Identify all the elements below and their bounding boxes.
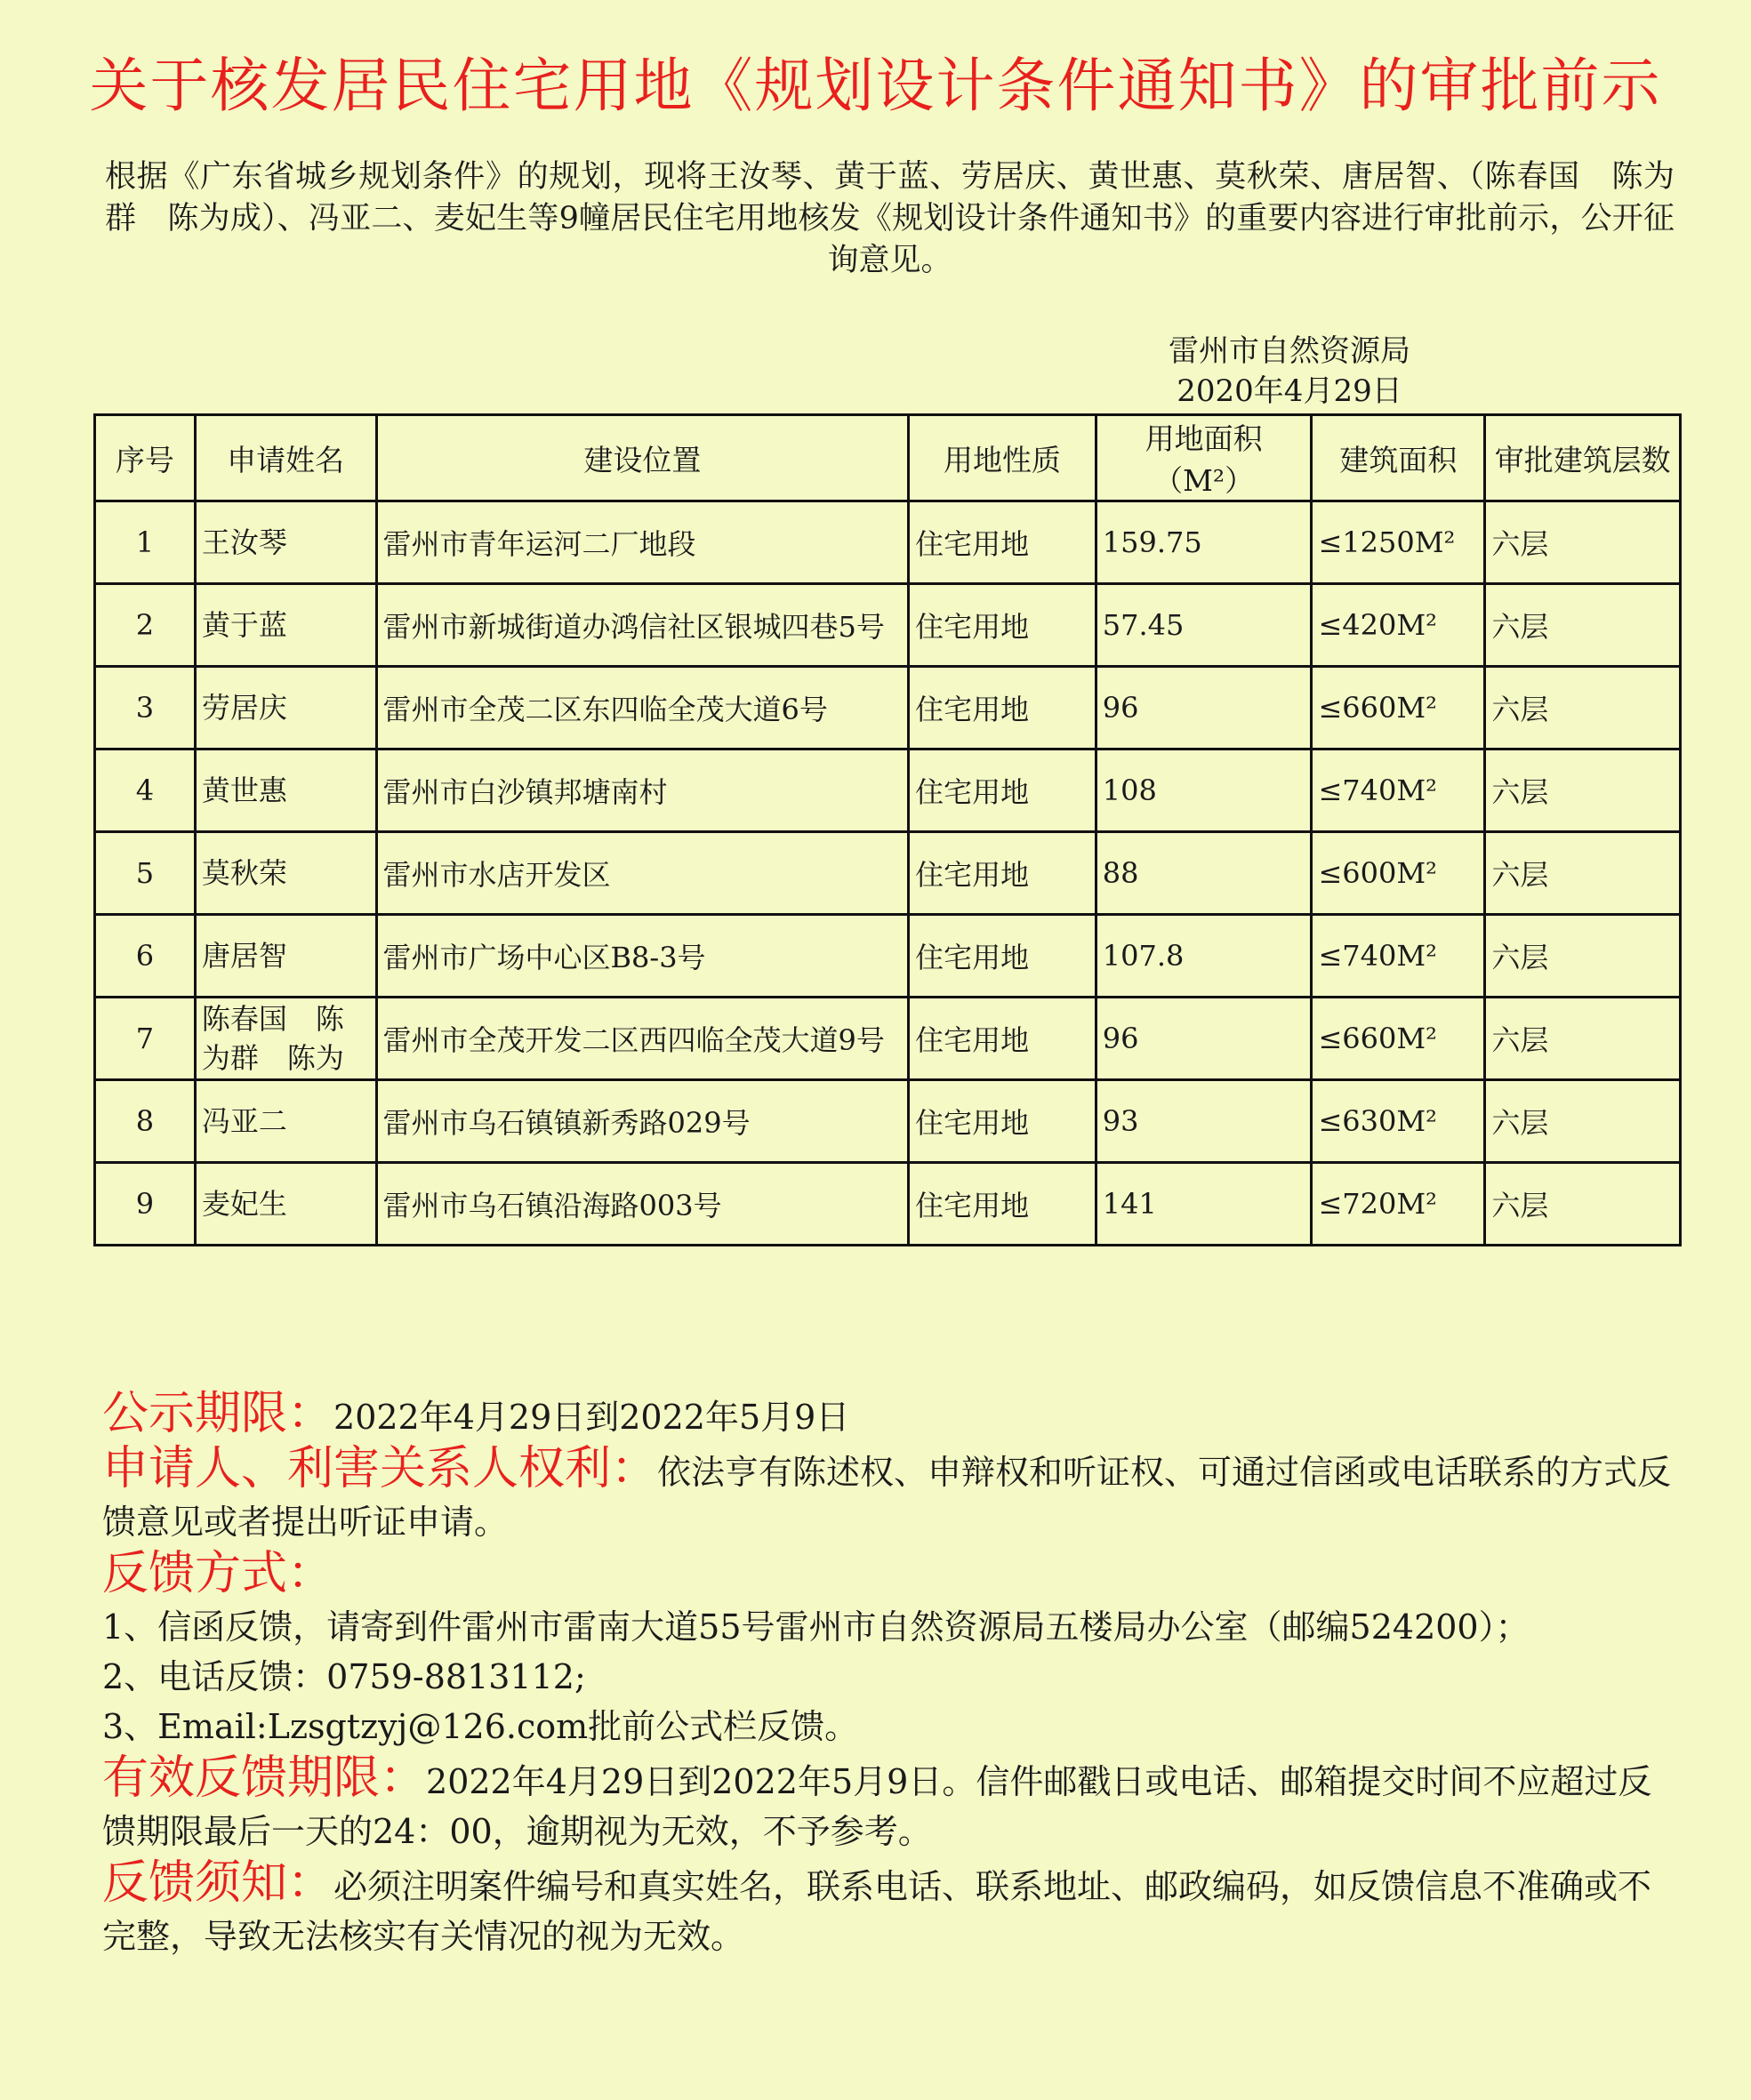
permit-table-body [95, 501, 1681, 1246]
cell-land-area: 88 [1096, 832, 1312, 915]
feedback-item-1: 1、信函反馈，请寄到件雷州市雷南大道55号雷州市自然资源局五楼局办公室（邮编524200）； [102, 1607, 1530, 1647]
cell-floors: 六层 [1485, 584, 1681, 667]
cell-location: 雷州市水店开发区 [376, 832, 909, 915]
cell-land-area: 159.75 [1096, 501, 1312, 584]
cell-land-area: 107.8 [1096, 915, 1312, 998]
cell-no: 4 [95, 749, 196, 832]
cell-build-area: ≤740M² [1312, 915, 1485, 998]
notice-notes [102, 1856, 1685, 1961]
cell-build-area: ≤420M² [1312, 584, 1485, 667]
cell-location: 雷州市乌石镇沿海路003号 [376, 1163, 909, 1246]
cell-floors: 六层 [1485, 667, 1681, 749]
period-label: 公示期限： [102, 1387, 334, 1440]
cell-land-area: 96 [1096, 667, 1312, 749]
cell-land-area: 93 [1096, 1080, 1312, 1163]
cell-land-use: 住宅用地 [909, 501, 1096, 584]
cell-land-use: 住宅用地 [909, 1163, 1096, 1246]
cell-no: 5 [95, 832, 196, 915]
header-name: 申请姓名 [195, 415, 376, 501]
cell-land-area: 96 [1096, 998, 1312, 1080]
issuer-org: 雷州市自然资源局 [1169, 333, 1410, 369]
cell-floors: 六层 [1485, 1163, 1681, 1246]
cell-no: 8 [95, 1080, 196, 1163]
notes-text: 必须注明案件编号和真实姓名，联系电话、联系地址、邮政编码，如反馈信息不准确或不完整，导致无法核实有关情况的视为无效。 [102, 1867, 1652, 1956]
table-row [95, 749, 1681, 832]
cell-name: 冯亚二 [195, 1080, 376, 1163]
cell-floors: 六层 [1485, 998, 1681, 1080]
cell-location: 雷州市青年运河二厂地段 [376, 501, 909, 584]
intro-paragraph: 根据《广东省城乡规划条件》的规划，现将王汝琴、黄于蓝、劳居庆、黄世惠、莫秋荣、唐居智、（陈春国 陈为群 陈为成）、冯亚二、麦妃生等9幢居民住宅用地核发《规划设计条件通知书》的重要内容进行审批前示，公开征询意见。 [105, 159, 1675, 278]
cell-build-area: ≤720M² [1312, 1163, 1485, 1246]
header-build-area: 建筑面积 [1312, 415, 1485, 501]
notice-feedback-heading [102, 1547, 1685, 1602]
cell-land-area: 108 [1096, 749, 1312, 832]
feedback-label: 反馈方式： [102, 1547, 334, 1600]
header-land-use: 用地性质 [909, 415, 1096, 501]
cell-name: 唐居智 [195, 915, 376, 998]
cell-build-area: ≤630M² [1312, 1080, 1485, 1163]
notes-label: 反馈须知： [102, 1856, 334, 1910]
cell-build-area: ≤740M² [1312, 749, 1485, 832]
cell-no: 2 [95, 584, 196, 667]
cell-no: 7 [95, 998, 196, 1080]
table-row [95, 832, 1681, 915]
cell-build-area: ≤1250M² [1312, 501, 1485, 584]
rights-text: 依法亨有陈述权、申辩权和听证权、可通过信函或电话联系的方式反馈意见或者提出听证申请。 [102, 1453, 1672, 1542]
header-location: 建设位置 [376, 415, 909, 501]
issuer-block [1067, 332, 1512, 412]
cell-name: 陈春国 陈为群 陈为 [195, 998, 376, 1080]
page-title: 关于核发居民住宅用地《规划设计条件通知书》的审批前示 [89, 52, 1662, 120]
table-row [95, 915, 1681, 998]
feedback-item-2: 2、电话反馈：0759-8813112; [102, 1657, 586, 1696]
cell-build-area: ≤660M² [1312, 998, 1485, 1080]
cell-name: 麦妃生 [195, 1163, 376, 1246]
issuer-date: 2020年4月29日 [1177, 373, 1402, 409]
cell-name: 黄世惠 [195, 749, 376, 832]
cell-build-area: ≤660M² [1312, 667, 1485, 749]
cell-floors: 六层 [1485, 501, 1681, 584]
table-row [95, 501, 1681, 584]
cell-land-area: 141 [1096, 1163, 1312, 1246]
cell-land-use: 住宅用地 [909, 998, 1096, 1080]
notice-rights [102, 1442, 1685, 1547]
cell-name: 王汝琴 [195, 501, 376, 584]
cell-floors: 六层 [1485, 749, 1681, 832]
cell-no: 9 [95, 1163, 196, 1246]
cell-name: 劳居庆 [195, 667, 376, 749]
cell-location: 雷州市广场中心区B8-3号 [376, 915, 909, 998]
cell-no: 1 [95, 501, 196, 584]
cell-no: 6 [95, 915, 196, 998]
cell-name: 莫秋荣 [195, 832, 376, 915]
table-row [95, 1080, 1681, 1163]
cell-land-use: 住宅用地 [909, 749, 1096, 832]
table-row [95, 998, 1681, 1080]
header-no: 序号 [95, 415, 196, 501]
feedback-item-3: 3、Email:Lzsgtzyj@126.com批前公式栏反馈。 [102, 1707, 859, 1746]
cell-build-area: ≤600M² [1312, 832, 1485, 915]
cell-location: 雷州市全茂二区东四临全茂大道6号 [376, 667, 909, 749]
cell-location: 雷州市白沙镇邦塘南村 [376, 749, 909, 832]
notice-section [102, 1387, 1685, 1961]
notice-period [102, 1387, 1685, 1442]
cell-land-use: 住宅用地 [909, 1080, 1096, 1163]
cell-floors: 六层 [1485, 832, 1681, 915]
header-floors: 审批建筑层数 [1485, 415, 1681, 501]
cell-land-area: 57.45 [1096, 584, 1312, 667]
header-land-area: 用地面积（M²） [1096, 415, 1312, 501]
permit-table [93, 413, 1682, 1246]
table-row [95, 584, 1681, 667]
cell-floors: 六层 [1485, 915, 1681, 998]
period-text: 2022年4月29日到2022年5月9日 [333, 1398, 850, 1437]
cell-land-use: 住宅用地 [909, 667, 1096, 749]
cell-land-use: 住宅用地 [909, 832, 1096, 915]
cell-location: 雷州市新城街道办鸿信社区银城四巷5号 [376, 584, 909, 667]
cell-floors: 六层 [1485, 1080, 1681, 1163]
valid-label: 有效反馈期限： [102, 1751, 427, 1805]
table-row [95, 1163, 1681, 1246]
cell-location: 雷州市全茂开发二区西四临全茂大道9号 [376, 998, 909, 1080]
valid-text: 2022年4月29日到2022年5月9日。信件邮戳日或电话、邮箱提交时间不应超过反馈期限最后一天的24：00，逾期视为无效，不予参考。 [102, 1762, 1652, 1851]
rights-label: 申请人、利害关系人权利： [102, 1442, 658, 1495]
table-row [95, 667, 1681, 749]
cell-name: 黄于蓝 [195, 584, 376, 667]
cell-land-use: 住宅用地 [909, 584, 1096, 667]
cell-land-use: 住宅用地 [909, 915, 1096, 998]
cell-location: 雷州市乌石镇镇新秀路029号 [376, 1080, 909, 1163]
cell-no: 3 [95, 667, 196, 749]
notice-valid-period [102, 1751, 1685, 1856]
table-header-row [95, 415, 1681, 501]
